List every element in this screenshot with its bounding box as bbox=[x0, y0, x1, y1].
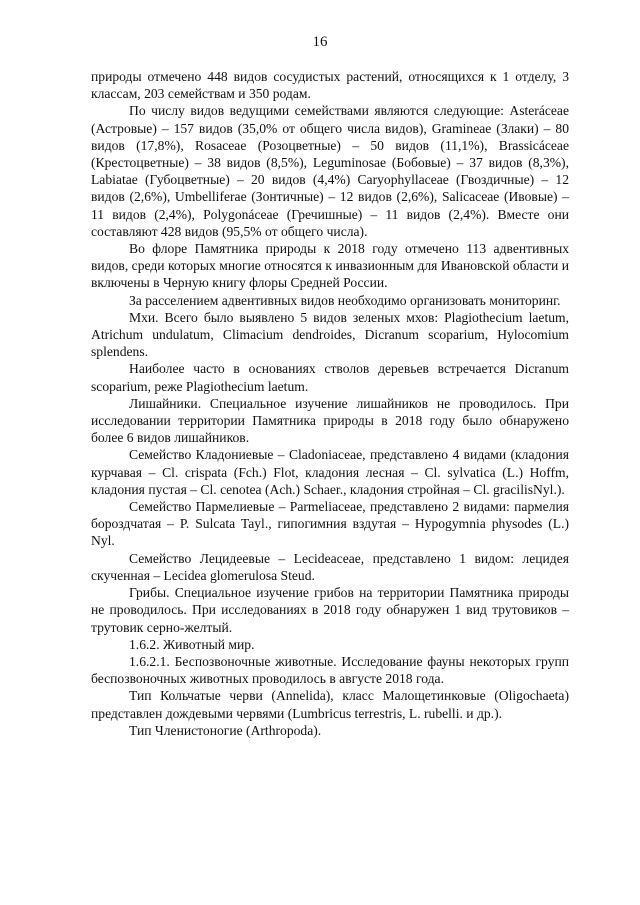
paragraph-mosses-frequency: Наиболее часто в основаниях стволов деревьев встречается Dicranum scoparium, реже Plagiothecium laetum. bbox=[91, 361, 569, 394]
paragraph-fungi: Грибы. Специальное изучение грибов на территории Памятника природы не проводилось. При исследованиях в 2018 году обнаружен 1 вид трутовиков – трутовик серно-желтый. bbox=[91, 585, 569, 635]
paragraph-cladoniaceae: Семейство Кладониевые – Cladoniaceae, представлено 4 видами (кладония курчавая – Cl. crispata (Fch.) Flot, кладония лесная – Cl. sylvatica (L.) Hoffm, кладония пустая – Cl. cenotea (Ach.) Schaer., кладония стройная – Cl. gracilisNyl.). bbox=[91, 447, 569, 497]
paragraph-annelida: Тип Кольчатые черви (Annelida), класс Малощетинковые (Oligochaeta) представлен дождевыми червями (Lumbricus terrestris, L. rubelli. и др.). bbox=[91, 688, 569, 721]
paragraph-invertebrates: 1.6.2.1. Беспозвоночные животные. Исследование фауны некоторых групп беспозвоночных животных проводилось в августе 2018 года. bbox=[91, 653, 569, 687]
paragraph-monitoring: За расселением адвентивных видов необходимо организовать мониторинг. bbox=[129, 292, 561, 308]
paragraph-mosses: Мхи. Всего было выявлено 5 видов зеленых мхов: Plagiothecium laetum, Atrichum undulatum, Climacium dendroides, Dicranum scoparium, Hylocomium splendens. bbox=[91, 309, 569, 360]
page-number: 16 bbox=[312, 34, 328, 50]
paragraph-lecideaceae: Семейство Лецидеевые – Lecideaceae, представлено 1 видом: лецидея скученная – Lecidea glomerulosa Steud. bbox=[91, 550, 569, 583]
paragraph-parmeliaceae: Семейство Пармелиевые – Parmeliaceae, представлено 2 видами: пармелия бороздчатая – P. Sulcata Tayl., гипогимния вздутая – Hypogymnia physodes (L.) Nyl. bbox=[91, 499, 569, 549]
paragraph-adventive-species: Во флоре Памятника природы к 2018 году отмечено 113 адвентивных видов, среди которых многие относятся к инвазионным для Ивановской области и включены в Черную книгу флоры Средней России. bbox=[91, 241, 569, 291]
paragraph-leading-families: По числу видов ведущими семействами являются следующие: Asteráceae (Астровые) – 157 видов (35,0% от общего числа видов), Gramineae (Злаки) – 80 видов (17,8%), Rosaceae (Розоцветные) – 50 видов (11,1%), Brassicáceae (Крестоцветные) – 38 видов (8,5%), Leguminosae (Бобовые) – 37 видов (8,3%), Labiatae (Губоцветные) – 20 видов (4,4%) Caryophyllaceae (Гвоздичные) – 12 видов (2,6%), Umbelliferae (Зонтичные) – 12 видов (2,6%), Salicaceae (Ивовые) – 11 видов (2,4%), Polygonáceae (Гречишные) – 11 видов (2,4%). Вместе они составляют 428 видов (95,5% от общего числа). bbox=[91, 103, 569, 239]
paragraph-continuation: природы отмечено 448 видов сосудистых растений, относящихся к 1 отделу, 3 классам, 203 семействам и 350 родам. bbox=[91, 69, 569, 102]
section-heading-fauna: 1.6.2. Животный мир. bbox=[129, 636, 255, 652]
paragraph-lichens: Лишайники. Специальное изучение лишайников не проводилось. При исследовании территории Памятника природы в 2018 году было обнаружено более 6 видов лишайников. bbox=[91, 395, 569, 446]
document-body bbox=[91, 68, 569, 739]
paragraph-arthropoda: Тип Членистоногие (Arthropoda). bbox=[129, 722, 322, 738]
